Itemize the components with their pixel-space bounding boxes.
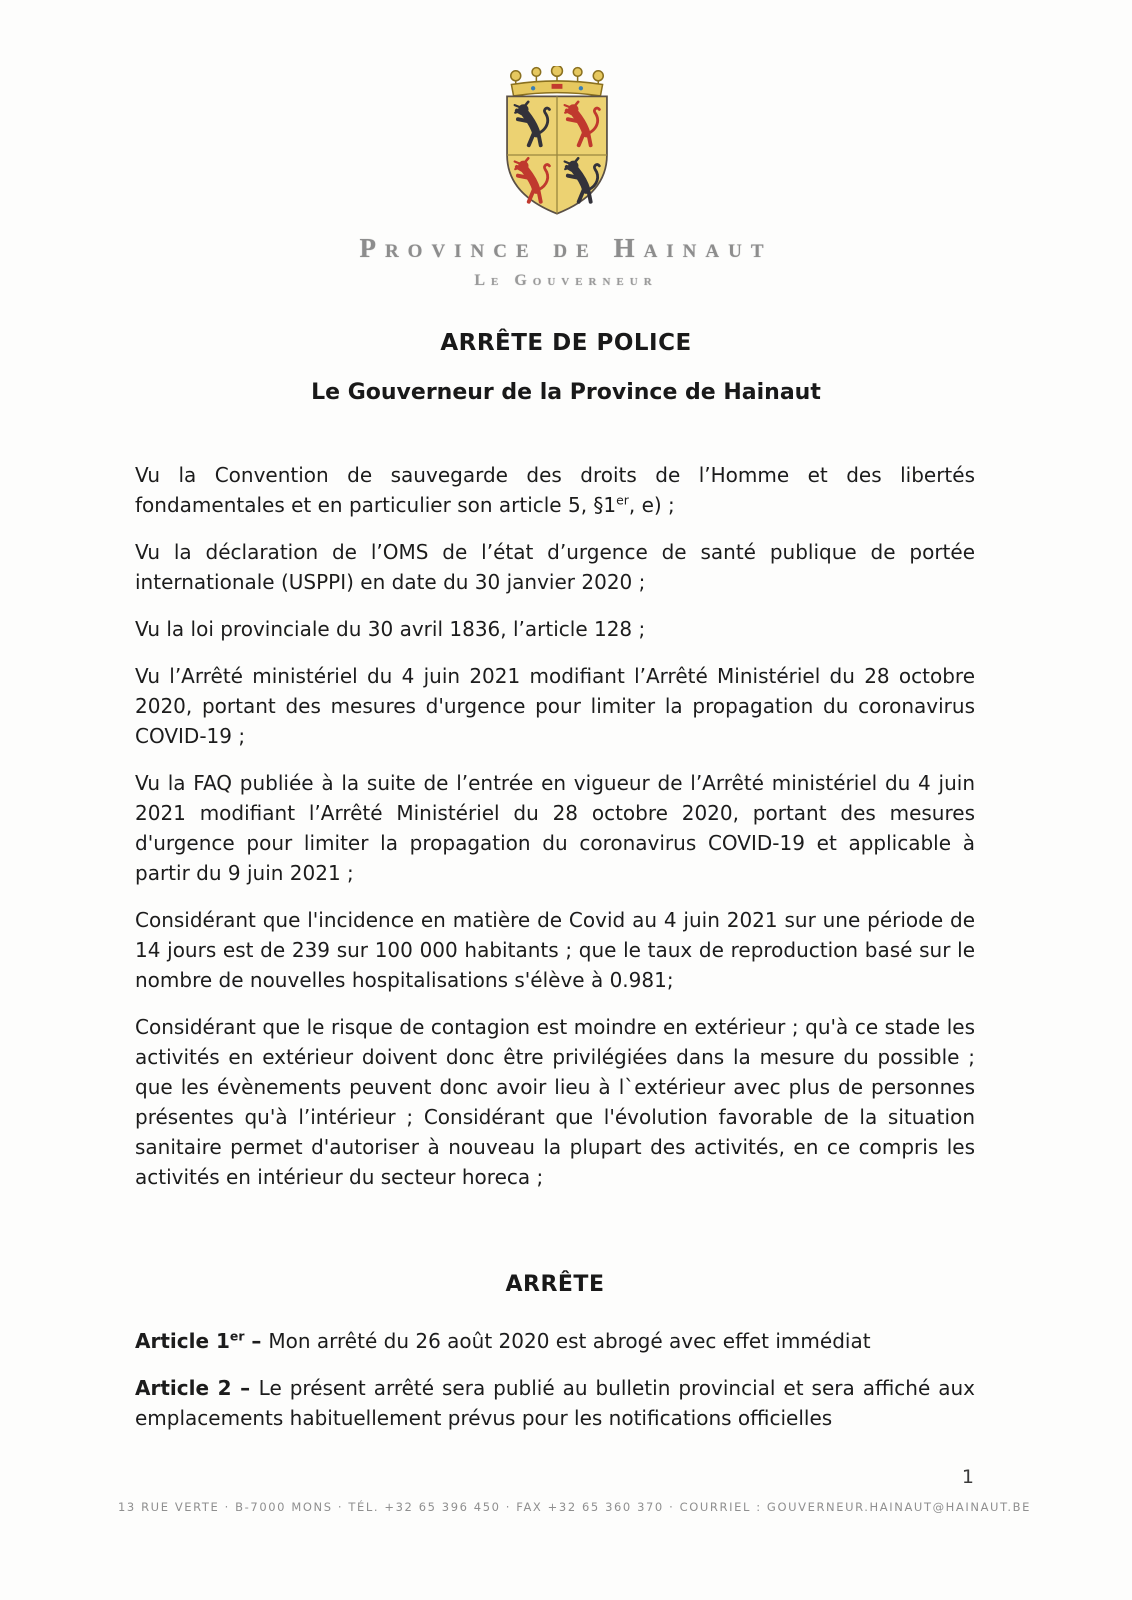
article-1-label: Article 1er – [135,1328,269,1353]
paragraph-text: Vu la Convention de sauvegarde des droits de l’Homme et des libertés fondamentales et en particulier son article 5, §1 [135,463,975,517]
document-body [135,460,975,1450]
superscript-er: er [616,492,629,508]
article-2-text: Le présent arrêté sera publié au bulletin provincial et sera affiché aux emplacements habituellement prévus pour les notifications officielles [135,1376,975,1430]
paragraph-vu-faq: Vu la FAQ publiée à la suite de l’entrée en vigueur de l’Arrêté ministériel du 4 juin 2021 modifiant l’Arrêté Ministériel du 28 octobre 2020, portant des mesures d'urgence pour limiter la propagation du coronavirus COVID-19 et applicable à partir du 9 juin 2021 ; [135,771,975,885]
document-subtitle: Le Gouverneur de la Province de Hainaut [311,380,821,405]
superscript-er: er [229,1328,245,1344]
footer-contact-line: 13 RUE VERTE · B-7000 MONS · TÉL. +32 65 396 450 · FAX +32 65 360 370 · COURRIEL : GOUVERNEUR.HAINAUT@HAINAUT.BE [118,1500,1031,1514]
section-heading-arrete: ARRÊTE [505,1272,605,1297]
article-2 [135,1373,975,1433]
article-2-label: Article 2 – [135,1376,259,1400]
paragraph-text: , e) ; [628,493,675,517]
paragraph-considerant-contagion: Considérant que le risque de contagion est moindre en extérieur ; qu'à ce stade les activités en extérieur doivent donc être privilégiées dans la mesure du possible ; que les évènements peuvent donc avoir lieu à l`extérieur avec plus de personnes présentes qu'à l’intérieur ; Considérant que l'évolution favorable de la situation sanitaire permet d'autoriser à nouveau la plupart des activités, en ce compris les activités en intérieur du secteur horeca ; [135,1015,975,1189]
paragraph-vu-convention [135,460,975,520]
page-number: 1 [961,1466,974,1488]
article-1 [135,1326,975,1356]
crown-band [511,81,602,96]
org-office: Le Gouverneur [474,272,658,289]
paragraph-vu-oms: Vu la déclaration de l’OMS de l’état d’urgence de santé publique de portée internationale (USPPI) en date du 30 janvier 2020 ; [135,540,975,594]
paragraph-considerant-incidence: Considérant que l'incidence en matière de Covid au 4 juin 2021 sur une période de 14 jours est de 239 sur 100 000 habitants ; que le taux de reproduction basé sur le nombre de nouvelles hospitalisations s'élève à 0.981; [135,908,975,992]
paragraph-vu-loi-provinciale: Vu la loi provinciale du 30 avril 1836, l’article 128 ; [135,617,646,641]
article-1-text: Mon arrêté du 26 août 2020 est abrogé avec effet immédiat [268,1329,871,1353]
paragraph-vu-arrete-ministeriel: Vu l’Arrêté ministériel du 4 juin 2021 modifiant l’Arrêté Ministériel du 28 octobre 2020, portant des mesures d'urgence pour limiter la propagation du coronavirus COVID-19 ; [135,664,975,748]
document-title: ARRÊTE DE POLICE [440,330,692,356]
hainaut-coat-of-arms-icon [491,66,623,218]
org-name: Province de Hainaut [359,233,773,263]
